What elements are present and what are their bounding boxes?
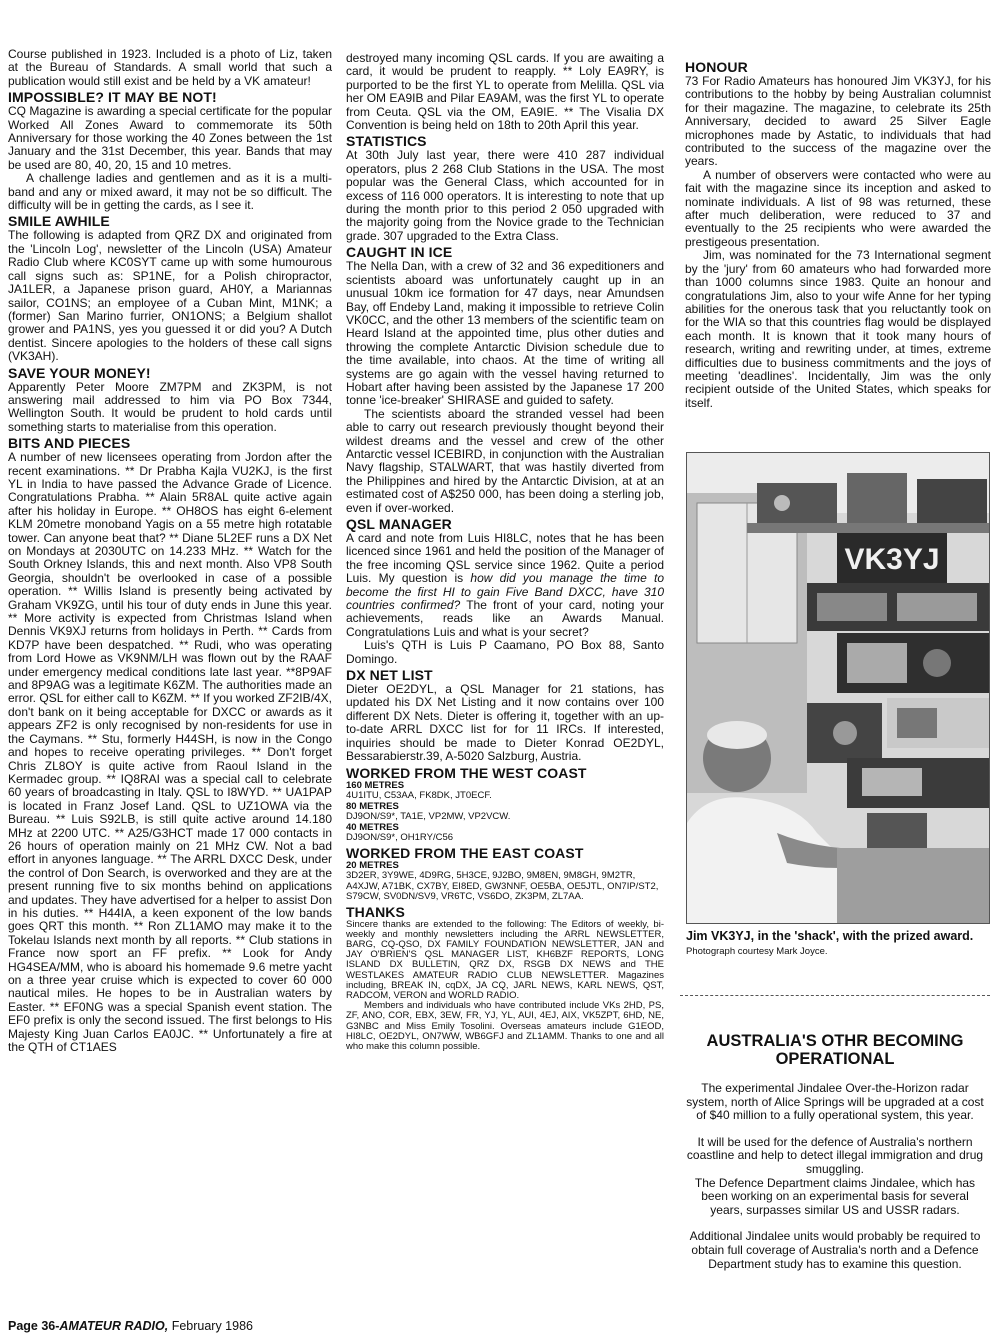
- photo-caption: Jim VK3YJ, in the 'shack', with the prized award.: [686, 929, 974, 943]
- bits-paragraph: A number of new licensees operating from Jordon after the recent examinations. ** Dr Prabha Kajla VU2KJ, is the first YL in India to have passed the Advance Grade of Licence. Congratulations Prabha. ** Alain 5R8AL quite active again after his holiday in Europe. ** OH8OS has eight 6-element KLM 20metre monoband Yagis on a 55 metre high rotatable tower. Can anyone beat that? ** Diane 5L2EF runs a DX Net on Mondays at 2030UTC on 14.233 MHz. ** Watch for the South Orkney Islands, this and next month. Also VP8 South Georgia, shouldn't be overlooked in case of a possible operation. ** Willis Island is presently being activated by Graham VK9ZG, until his tour of duty ends in June this year. ** More activity is expected from Christmas Island when Dennis VK9XJ returns from holidays in Perth. ** Cards from KD7P have been despatched. ** Rudi, who was operating from Lord Howe as VK9NM/LH was flown out by the RAAF under emergency medical conditions late last year. **8P9AF and 8P9AG was a legitimate K6ZM. The authorities made an error. QSL for either call to K6ZM. ** If you worked ZF2IB/4X, don't bank on it being acceptable for DXCC or awards as it appears ZF2 is only recognised by non-residents for use in the Caymans. ** Stu, formerly H44SH, is now in the Congo and hopes to receive operating privileges. ** Don't forget Chris ZL8OY is quite active from Raoul Island in the Kermadec group. ** IQ8RAI was a special call to celebrate 60 years of broadcasting in Italy. QSL to I8WYD. ** UA1PAP is located in Franz Josef Land. QSL to UZ1OWA via the Bureau. ** Luis S92LB, is still quite active around 14.180 MHz at 2200 UTC. ** A25/G3HCT made 17 000 contacts in 26 hours of operation mainly on 21 MHz CW. Not a bad effort in anyones language. ** The ARRL DXCC Desk, under the control of Don Search, is overworked and they are at the present running five to six months behind on applications and updates. They have advertised for a helper to assist Don in his duties. ** H44IA, a keen exponent of the low bands goes QRT this month. ** Ron ZL1AMO may make it to the Tokelau Islands next month by all reports. ** Club stations in France now sport an FF prefix. ** Look for Andy HG4SEA/MM, who is aboard his homemade 9.6 metre yacht on a three year cruise which is expected to cover 60 000 nautical miles. He hopes to be in Australian waters by Easter. ** EF0NG was a special Spanish event station. The EF0 prefix is only the second issued. The first belongs to His Majesty King Juan Carlos EA0JC. ** Unfortunately a fire at the QTH of CT1AES: [8, 450, 332, 1055]
- heading-save-your-money: SAVE YOUR MONEY!: [8, 364, 151, 381]
- intro-paragraph: Course published in 1923. Included is a photo of Liz, taken at the Bureau of Standards. A small world that such a publication would still exist and be held by a VK amateur!: [8, 47, 332, 88]
- othr-paragraph-1: The experimental Jindalee Over-the-Horizon radar system, north of Alice Springs will be upgraded at a cost of $40 million to a fully operational system, this year.: [686, 1081, 984, 1123]
- west-calls-160: 4U1ITU, C53AA, FK8DK, JT0ECF.: [346, 790, 492, 801]
- thanks-paragraph-2: Members and individuals who have contributed include VKs 2HD, PS, ZF, ANO, COR, EBX, 3EW, FR, YJ, YL, AUI, 4EJ, AIX, VK5ZPT, 6HD, NE, G3NBC and Miss Emily Tosolini. Overseas amateurs include G1EOD, HI8LC, OE2DYL, ON7WW, WB6GFJ and ZL1AMM. Thanks to one and all who make this column possible.: [346, 1000, 664, 1052]
- ice-paragraph-1: The Nella Dan, with a crew of 32 and 36 expeditioners and scientists aboard was unfortunately caught up in an unusual 10km ice formation for 47 days, near Amundsen Bay, off Endeby Land, making it impossible to retrieve Colin VK0CC, and the other 13 members of the scientific team on Heard Island at the appointed time, plus other duties and throwing the complete Antarctic Division schedule due to the time available, into chaos. At the time of writing all systems are go again with the vessel having returned to Hobart after having been assisted by the Japanese 17 200 tonne 'ice-breaker' SHIRASE and guided to safety.: [346, 259, 664, 408]
- shack-photo: [686, 452, 990, 924]
- othr-article: [680, 995, 990, 1306]
- thanks-paragraph-1: Sincere thanks are extended to the following: The Editors of weekly, bi-weekly and monthly newsletters including the ARRL NEWSLETTER, BARG, CQ-QSO, DX FAMILY FOUNDATION NEWSLETTER, JAN and JAY O'BRIEN'S QSL MANAGER LIST, KH6BZF REPORTS, LONG ISLAND DX BULLETIN, QRZ DX, RSGB DX NEWS and THE WESTLAKES AMATEUR RADIO CLUB NEWSLETTER. Magazines including, BREAK IN, cqDX, JA CQ, JARL NEWS, KARL NEWS, QST, RADCOM, VERON and WORLD RADIO.: [346, 918, 664, 1001]
- othr-paragraph-3: The Defence Department claims Jindalee, which has been working on an experimental basis for several years, surpasses similar US and USSR radars.: [694, 1175, 976, 1217]
- heading-statistics: STATISTICS: [346, 133, 427, 150]
- smile-paragraph: The following is adapted from QRZ DX and originated from the 'Lincoln Log', newsletter of the Lincoln (USA) Amateur Radio Club where KC0SYT came up with some humourous call signs such as: SP1NE, for a Polish chiropractor, JA1LER, a Japanese prison guard, AH0Y, a Mariannas sailor, CO1NS; an employee of a Cuban Mint, M1NK; a (former) San Marino furrier, ON1ONS; a Belgium shallot grower and PA1NS, yes you guessed it or did you? A Dutch dentist. Sincere apologies to the holders of these call signs (VK3AH).: [8, 228, 332, 364]
- othr-paragraph-4: Additional Jindalee units would probably be required to obtain full coverage of Australia's north and a Defence Department study has to examine this question.: [689, 1229, 981, 1271]
- qsl-text-a: A card and note from Luis HI8LC, notes that he has been licenced since 1961 and held the position of the Manager of the free incoming QSL service since 1962. Quite a period Luis. My question is: [346, 531, 664, 586]
- shack-sign-text: VK3YJ: [844, 543, 940, 576]
- heading-thanks: THANKS: [346, 903, 405, 920]
- page-footer: [8, 1319, 253, 1333]
- ice-paragraph-2: The scientists aboard the stranded vessel had been able to carry out research previously thought beyond their wildest dreams and the vessel and crew of the other Antarctic vessel ICEBIRD, in conjunction with the Australian Navy flagship, STALWART, that was hastily diverted from the Philippines and hired by the Antarctic Division, at at an estimated cost of A$250 000, has been doing a sterling job, even if over-worked.: [346, 406, 664, 515]
- west-calls-40: DJ9ON/S9*, OH1RY/C56: [346, 832, 454, 843]
- column-left: [8, 48, 332, 1054]
- qsl-paragraph-2: Luis's QTH is Luis P Caamano, PO Box 88, Santo Domingo.: [346, 638, 664, 666]
- west-band-80: 80 METRES: [346, 800, 399, 812]
- othr-heading: AUSTRALIA'S OTHR BECOMING OPERATIONAL: [706, 1032, 964, 1068]
- footer-magazine: AMATEUR RADIO,: [59, 1319, 169, 1333]
- honour-paragraph-1: 73 For Radio Amateurs has honoured Jim VK3YJ, for his contributions to the hobby by being Australian columnist for their magazine. The magazine, to celebrate its 25th Anniversary, decided to award 25 Silver Eagle microphones made by Astatic, to individuals that had contributed to the success of the magazine over the years.: [685, 74, 991, 169]
- column-right: [685, 58, 991, 410]
- shack-photo-illustration: [687, 453, 989, 923]
- heading-honour: HONOUR: [685, 59, 748, 75]
- impossible-paragraph-2: A challenge ladies and gentlemen and as it is a multi-band and any or mixed award, it may not be so difficult. The difficulty will be in getting the cards, as I see it.: [8, 171, 332, 213]
- west-band-160: 160 METRES: [346, 779, 405, 791]
- heading-impossible: IMPOSSIBLE? IT MAY BE NOT!: [8, 89, 217, 106]
- continued-paragraph: destroyed many incoming QSL cards. If you are awaiting a card, it would be prudent to reapply. ** Loly EA9RY, is purported to be the first YL to operate from Melilla. QSL via her OM EA9IB and Pilar EA9AM, was the first YL to operate from Ceuta. QSL via the OM, EA9IE. ** The Visalia DX Convention is being held on 18th to 20th April this year.: [346, 51, 664, 133]
- east-band-20: 20 METRES: [346, 859, 399, 871]
- photo-caption-block: [686, 930, 988, 957]
- honour-paragraph-3: Jim, was nominated for the 73 International segment by the 'jury' from 60 amateurs who had forwarded more than 1000 columns since 1983. Quite an honour and congratulations Jim, also to your wife Anne for her typing abilities for the onerous task that you reluctantly took on for the WIA so that this countries flag would be displayed each month. It is known that it took many hours of research, writing and rewriting under, at times, extreme difficulties due to business commitments and the joys of meeting 'deadlines'. Incidentally, Jim was the only recipient outside of the United States, which speaks for itself.: [685, 248, 991, 410]
- qsl-question: how did you manage the time to become the first HI to gain Five Band DXCC, have 310 countries confirmed?: [346, 571, 664, 613]
- impossible-paragraph-1: CQ Magazine is awarding a special certificate for the popular Worked All Zones Award to commemorate its 50th Anniversary for those working the 40 Zones between the 1st January and the 31st December, this year. Bands that may be used are 80, 40, 20, 15 and 10 metres.: [8, 104, 332, 172]
- heading-smile-awhile: SMILE AWHILE: [8, 213, 110, 230]
- column-middle: [346, 52, 664, 1052]
- dxnet-paragraph: Dieter OE2DYL, a QSL Manager for 21 stations, has updated his DX Net Listing and it now contains over 100 different DX Nets. Dieter is offering it, together with an up-to-date ARRL DXCC list for for 11 IRCs. If interested, inquiries should be made to Dieter Konrad OE2DYL, Bessarabierstr.39, A-5020 Salzburg, Austria.: [346, 682, 664, 764]
- west-calls-80: DJ9ON/S9*, TA1E, VP2MW, VP2VCW.: [346, 811, 511, 822]
- heading-east-coast: WORKED FROM THE EAST COAST: [346, 844, 584, 861]
- footer-date: February 1986: [168, 1319, 253, 1333]
- heading-dx-net-list: DX NET LIST: [346, 667, 433, 684]
- photo-credit: Photograph courtesy Mark Joyce.: [686, 945, 828, 957]
- heading-bits-and-pieces: BITS AND PIECES: [8, 435, 131, 452]
- east-calls-20: 3D2ER, 3Y9WE, 4D9RG, 5H3CE, 9J2BO, 9M8EN, 9M8GH, 9M2TR, A4XJW, A71BK, CX7BY, EI8ED, GW3NNF, OE5BA, OE5JTL, ON7IP/ST2, S79CW, SV0DN/SV9, VR6TC, VS6DO, ZK3PM, ZL7AA.: [346, 870, 659, 902]
- qsl-paragraph-1: [346, 532, 664, 639]
- west-band-40: 40 METRES: [346, 821, 399, 833]
- heading-qsl-manager: QSL MANAGER: [346, 516, 452, 532]
- money-paragraph: Apparently Peter Moore ZM7PM and ZK3PM, is not answering mail addressed to him via PO Box 7344, Wellington South. It would be prudent to hold cards until something starts to materialise from this operation.: [8, 379, 332, 434]
- statistics-paragraph: At 30th July last year, there were 410 287 individual operators, plus 2 268 Club Stations in the USA. The most popular was the General Class, which accounted for in excess of 116 000 operators. It is interesting to note that up during the month prior to this period 2 050 upgraded with the majority going from the Novice grade to the Technician grade. 307 upgraded to the Extra Class.: [346, 148, 664, 243]
- qsl-text-b: The front of your card, noting your achievements, reads like an Awards Manual. Congratulations Luis and what is your secret?: [346, 598, 664, 639]
- footer-page-number: Page 36-: [8, 1319, 60, 1333]
- honour-paragraph-2: A number of observers were contacted who were au fait with the magazine since its inception and asked to nominate individuals. A list of 98 was returned, these after much deliberation, were reduced to 37 and eventually to the 25 recipients who were awarded the prestigeous presentation.: [685, 167, 991, 249]
- heading-caught-in-ice: CAUGHT IN ICE: [346, 244, 453, 261]
- othr-paragraph-2: It will be used for the defence of Australia's northern coastline and help to detect illegal immigration and drug smuggling.: [686, 1134, 984, 1176]
- heading-west-coast: WORKED FROM THE WEST COAST: [346, 764, 587, 781]
